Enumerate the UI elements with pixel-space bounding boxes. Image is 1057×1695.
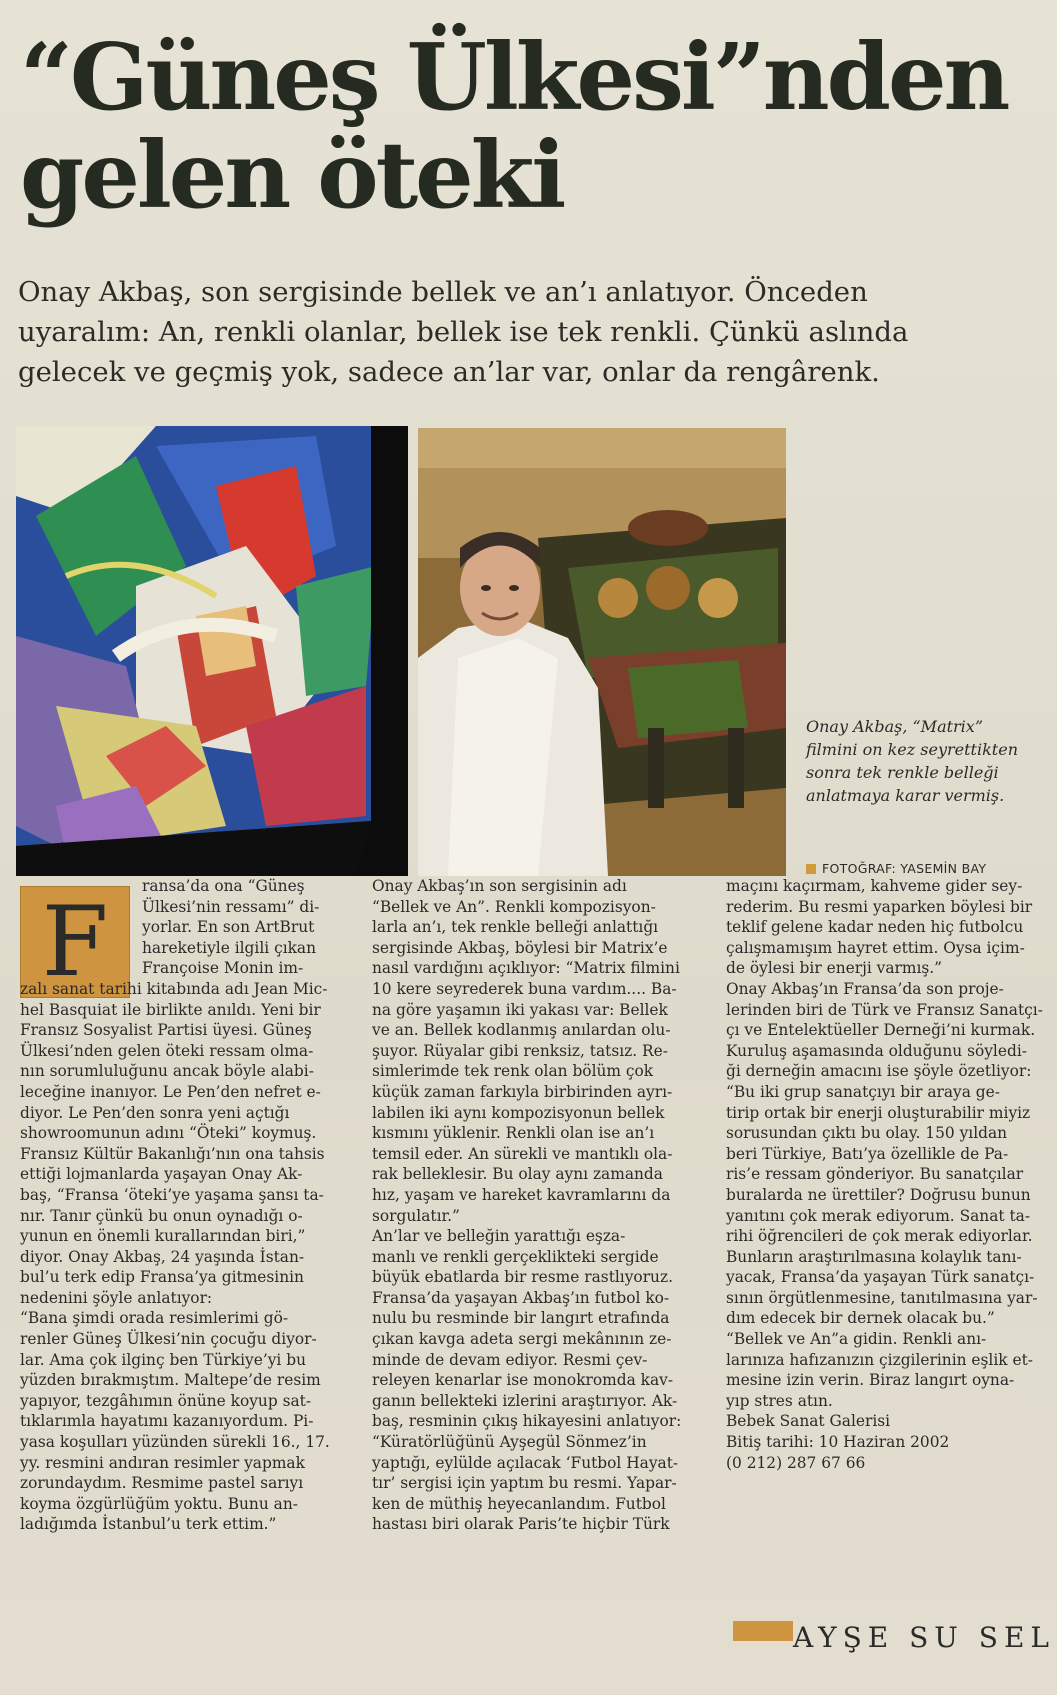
column-line: tıklarımla hayatımı kazanıyordum. Pi- [20,1412,314,1431]
column-line: şuyor. Rüyalar gibi renksiz, tatsız. Re- [372,1041,668,1060]
column-line: yorlar. En son ArtBrut [142,918,315,937]
headline-line-1: “Güneş Ülkesi”nden [20,23,1008,131]
column-line: büyük ebatlarda bir resme rastlıyoruz. [372,1268,673,1287]
column-line: yy. resmini andıran resimler yapmak [20,1453,305,1472]
column-line: çı ve Entelektüeller Derneği’ni kurmak. [726,1021,1036,1040]
column-line: releyen kenarlar ise monokromda kav- [372,1371,674,1390]
column-line: baş, “Fransa ‘öteki’ye yaşama şansı ta- [20,1185,324,1204]
headline-line-2: gelen öteki [20,121,564,229]
column-line: (0 212) 287 67 66 [726,1453,866,1472]
column-line: hastası biri olarak Paris’te hiçbir Türk [372,1515,670,1534]
column-line: Onay Akbaş’ın Fransa’da son proje- [726,979,1004,998]
column-line: showroomunun adını “Öteki” koymuş. [20,1124,317,1143]
column-line: çalışmamışım hayret ettim. Oysa içim- [726,938,1025,957]
column-line: rihi öğrencileri de çok merak ediyorlar. [726,1227,1033,1246]
column-line: Bunların araştırılmasına kolaylık tanı- [726,1247,1022,1266]
photo-credit [806,861,986,876]
column-line: Onay Akbaş’ın son sergisinin adı [372,877,627,895]
column-line: ladığımda İstanbul’u terk ettim.” [20,1515,277,1534]
column-line: “Bellek ve An”. Renkli kompozisyon- [372,897,656,916]
credit-text: FOTOĞRAF: YASEMİN BAY [822,861,987,876]
column-line: dım edecek bir dernek olacak bu.” [726,1309,995,1328]
column-line: “Bana şimdi orada resimlerimi gö- [20,1309,289,1328]
column-line: yapıyor, tezgâhımın önüne koyup sat- [20,1391,312,1410]
column-line: sorgulatır.” [372,1206,460,1225]
caption-line-2: filmini on kez seyrettikten [806,740,1018,759]
column-line: tır’ sergisi için yaptım bu resmi. Yapar- [372,1474,677,1493]
deck-line-3: gelecek ve geçmiş yok, sadece an’lar var, onlar da rengârenk. [18,356,880,388]
caption-line-3: sonra tek renkle belleği [806,763,999,782]
column-line: “Küratörlüğünü Ayşegül Sönmez’in [372,1433,647,1452]
column-line: Fransa’da yaşayan Akbaş’ın futbol ko- [372,1288,670,1307]
column-line: yasa koşulları yüzünden sürekli 16., 17. [20,1433,330,1452]
column-line: An’lar ve belleğin yarattığı eşza- [372,1227,626,1246]
column-line: tirip ortak bir enerji oluşturabilir miyiz [726,1103,1031,1122]
column-line: beri Türkiye, Batı’ya özellikle de Pa- [726,1144,1009,1163]
column-line: küçük zaman farkıyla birbirinden ayrı- [372,1082,673,1101]
column-line: Kuruluş aşamasında olduğunu söyledi- [726,1041,1027,1060]
column-line: manlı ve renkli gerçeklikteki sergide [372,1247,659,1266]
article-column-2 [372,876,681,1535]
column-line: nın sorumluluğunu ancak böyle alabi- [20,1062,314,1081]
column-line: leceğine inanıyor. Le Pen’den nefret e- [20,1082,321,1101]
photo-caption [806,715,1046,807]
column-line: Fransız Sosyalist Partisi üyesi. Güneş [20,1021,312,1040]
column-line: mesine izin verin. Biraz langırt oyna- [726,1371,1015,1390]
column-line: minde de devam ediyor. Resmi çev- [372,1350,648,1369]
column-line: buralarda ne ürettiler? Doğrusu bunun [726,1185,1031,1204]
column-line: çıkan kavga adeta sergi mekânının ze- [372,1330,672,1349]
column-line: nulu bu resminde bir langırt etrafında [372,1309,670,1328]
column-line: zorundaydım. Resmime pastel sarıyı [20,1474,304,1493]
headline [20,23,1008,229]
column-line: hel Basquiat ile birlikte anıldı. Yeni bir [20,1000,321,1019]
column-line: de öylesi bir enerji varmış.” [726,959,943,978]
dropcap-letter: F [41,886,109,998]
column-line: Bebek Sanat Galerisi [726,1412,891,1431]
column-line: baş, resminin çıkış hikayesini anlatıyor: [372,1412,682,1431]
column-line: koyma özgürlüğüm yoktu. Bunu an- [20,1494,298,1513]
column-line: labilen iki aynı kompozisyonun bellek [372,1103,665,1122]
column-line: rederim. Bu resmi yaparken böylesi bir [726,897,1033,916]
artist-illustration [418,428,786,876]
article-column-3 [726,876,1043,1473]
column-line: larınıza hafızanızın çizgilerinin eşlik et- [726,1350,1033,1369]
column-line: maçını kaçırmam, kahveme gider sey- [726,877,1023,895]
column-line: sorusundan çıktı bu olay. 150 yıldan [726,1124,1008,1143]
caption-line-1: Onay Akbaş, “Matrix” [806,717,983,736]
credit-square-icon [806,864,816,874]
column-line: teklif gelene kadar neden hiç futbolcu [726,918,1024,937]
column-line: temsil eder. An sürekli ve mantıklı ola- [372,1144,673,1163]
column-line: hız, yaşam ve hareket kavramlarını da [372,1185,671,1204]
column-line: lar. Ama çok ilginç ben Türkiye’yi bu [20,1350,306,1369]
column-line: simlerimde tek renk olan bölüm çok [372,1062,654,1081]
deck-line-1: Onay Akbaş, son sergisinde bellek ve an’ı anlatıyor. Önceden [18,276,868,308]
deck-line-2: uyaralım: An, renkli olanlar, bellek ise tek renkli. Çünkü aslında [18,316,909,348]
deck-intro [18,272,1028,392]
caption-line-4: anlatmaya karar vermiş. [806,786,1005,805]
column-line: yanıtını çok merak ediyorum. Sanat ta- [726,1206,1031,1225]
painting-photo [16,426,408,876]
column-line: renler Güneş Ülkesi’nin çocuğu diyor- [20,1330,317,1349]
column-line: na göre yaşamın iki yakası var: Bellek [372,1000,668,1019]
byline-bar [733,1621,793,1641]
column-line: ettiği lojmanlarda yaşayan Onay Ak- [20,1165,303,1184]
column-line: nedenini şöyle anlatıyor: [20,1288,213,1307]
column-line: diyor. Le Pen’den sonra yeni açtığı [20,1103,290,1122]
column-line: zalı sanat tarihi kitabında adı Jean Mic- [20,979,328,998]
column-line: hareketiyle ilgili çıkan [142,938,317,957]
column-line: Fransız Kültür Bakanlığı’nın ona tahsis [20,1144,325,1163]
column-line: 10 kere seyrederek buna vardım.... Ba- [372,979,677,998]
column-line: ken de müthiş heyecanlandım. Futbol [372,1494,666,1513]
column-line: “Bu iki grup sanatçıyı bir araya ge- [726,1082,1000,1101]
column-line: ve an. Bellek kodlanmış anılardan olu- [372,1021,671,1040]
column-line: ris’e ressam gönderiyor. Bu sanatçılar [726,1165,1024,1184]
column-line: Ülkesi’nden gelen öteki ressam olma- [20,1041,314,1060]
column-line: nır. Tanır çünkü bu onun oynadığı o- [20,1206,303,1225]
column-line: lerinden biri de Türk ve Fransız Sanatçı- [726,1000,1043,1019]
column-line: Bitiş tarihi: 10 Haziran 2002 [726,1433,950,1452]
column-line: larla an’ı, tek renkle belleği anlattığı [372,918,659,937]
author-byline [733,1613,1057,1669]
column-line: yunun en önemli kurallarından biri,” [20,1227,306,1246]
column-line: ganın bellekteki izlerini araştırıyor. Ak- [372,1391,678,1410]
column-line: “Bellek ve An”a gidin. Renkli anı- [726,1330,987,1349]
column-line: yüzden bırakmıştım. Maltepe’de resim [20,1371,321,1390]
column-line: yaptığı, eylülde açılacak ‘Futbol Hayat- [372,1453,679,1472]
column-line: yacak, Fransa’da yaşayan Türk sanatçı- [726,1268,1035,1287]
column-line: yıp stres atın. [726,1391,833,1410]
painting-illustration [16,426,408,876]
column-line: sergisinde Akbaş, böylesi bir Matrix’e [372,938,668,957]
column-line: bul’u terk edip Fransa’ya gitmesinin [20,1268,304,1287]
column-line: Françoise Monin im- [142,959,304,978]
column-line: nasıl vardığını açıklıyor: “Matrix filmini [372,959,680,978]
column-line: Ülkesi’nin ressamı” di- [142,897,320,916]
column-line: rak belleklesir. Bu olay aynı zamanda [372,1165,663,1184]
artist-photo [418,428,786,876]
column-line: ği derneğin amacını ise şöyle özetliyor: [726,1062,1032,1081]
column-line: sının örgütlenmesine, tanıtılmasına yar- [726,1288,1038,1307]
column-line: ransa’da ona “Güneş [142,877,305,895]
article-column-1 [20,876,330,1535]
byline-name: AYŞE SU SEL [793,1621,1055,1654]
column-line: diyor. Onay Akbaş, 24 yaşında İstan- [20,1247,305,1266]
column-line: kısmını yüklenir. Renkli olan ise an’ı [372,1124,655,1143]
